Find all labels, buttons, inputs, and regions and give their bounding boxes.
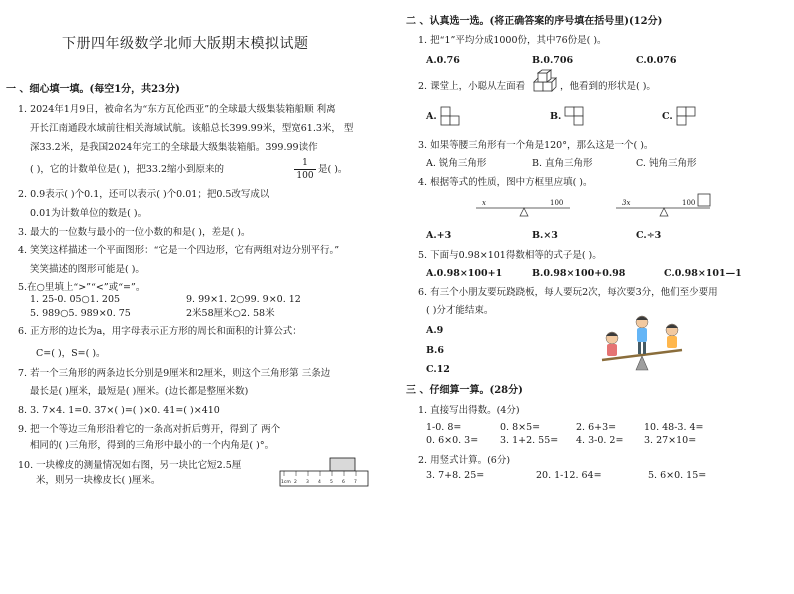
q1-line2: 开长江南通段水域前往相关海域试航。该船总长399.99米，型宽61.3米， 型 bbox=[30, 123, 354, 134]
ruler-label: 1cm bbox=[281, 480, 291, 485]
q5-item: 1. 25-0. 05○1. 205 bbox=[30, 294, 121, 305]
q1-line4: ( )，它的计数单位是( )，把33.2缩小到原来的 bbox=[30, 164, 225, 175]
ruler-label: 3 bbox=[306, 480, 309, 485]
s2-q1-text: 1. 把“1”平均分成1000份，其中76份是( )。 bbox=[418, 35, 607, 46]
calc-item: 2. 6+3= bbox=[576, 422, 617, 433]
q2-line1: 2. 0.9表示( )个0.1，还可以表示( )个0.01；把0.5改写成以 bbox=[18, 189, 270, 200]
q5-item: 9. 99×1. 2○99. 9×0. 12 bbox=[186, 294, 301, 305]
q8-text: 8. 3. 7×4. 1=0. 37×( )=( )×0. 41=( )×410 bbox=[18, 405, 220, 416]
q3-text: 3. 最大的一位数与最小的一位小数的和是( )，差是( )。 bbox=[18, 227, 251, 238]
fraction-numerator: 1 bbox=[302, 158, 308, 168]
q5-text: 5.在○里填上“>”“<”或“=”。 bbox=[18, 282, 146, 293]
s2-q2-option-b: B. bbox=[550, 111, 562, 122]
s2-q2-option-c: C. bbox=[662, 111, 673, 122]
q1-line3: 深33.2米，是我国2024年完工的全球最大级集装箱船。399.99读作 bbox=[30, 142, 318, 153]
ruler-label: 5 bbox=[330, 480, 333, 485]
section-3-header: 三 、仔细算一算。(28分) bbox=[406, 385, 523, 396]
ruler-label: 7 bbox=[354, 480, 357, 485]
view-shape-a-icon bbox=[440, 106, 462, 128]
scale-right-label: 100 bbox=[550, 199, 564, 207]
s2-q6-option-a: A.9 bbox=[426, 325, 444, 336]
calc-item: 0. 8×5= bbox=[500, 422, 541, 433]
eraser bbox=[330, 458, 355, 471]
q10-line1: 10. 一块橡皮的测量情况如右图，另一块比它短2.5厘 bbox=[18, 460, 242, 471]
q5-item: 5. 989○5. 989×0. 75 bbox=[30, 308, 131, 319]
section-1-header: 一 、细心填一填。(每空1分，共23分) bbox=[6, 84, 180, 95]
scale-left-label: 3x bbox=[622, 199, 631, 207]
s2-q2-text-b: ，他看到的形状是( )。 bbox=[560, 81, 656, 92]
s2-q5-option-c: C.0.98×101—1 bbox=[664, 268, 742, 279]
calc-item: 10. 48-3. 4= bbox=[644, 422, 704, 433]
s2-q4-option-a: A.+3 bbox=[426, 230, 452, 241]
q9-line2: 相同的( )三角形，得到的三角形中最小的一个内角是( )°。 bbox=[30, 440, 275, 451]
ruler-label: 6 bbox=[342, 480, 345, 485]
answer-box bbox=[698, 194, 710, 206]
s2-q5-option-b: B.0.98×100+0.98 bbox=[532, 268, 626, 279]
page-title: 下册四年级数学北师大版期末模拟试题 bbox=[62, 36, 309, 52]
s2-q3-option-b: B. 直角三角形 bbox=[532, 158, 593, 169]
calc-item: 3. 27×10= bbox=[644, 435, 697, 446]
vertical-calc-item: 3. 7+8. 25= bbox=[426, 470, 485, 481]
s2-q5-option-a: A.0.98×100+1 bbox=[426, 268, 503, 279]
scale-left-label: x bbox=[482, 199, 486, 207]
fraction-bar bbox=[294, 169, 316, 170]
section-2-header: 二 、认真选一选。(将正确答案的序号填在括号里)(12分) bbox=[406, 16, 663, 27]
ruler-label: 2 bbox=[294, 480, 297, 485]
s2-q5-text: 5. 下面与0.98×101得数相等的式子是( )。 bbox=[418, 250, 602, 261]
calc-item: 3. 1+2. 55= bbox=[500, 435, 559, 446]
s2-q4-option-c: C.÷3 bbox=[636, 230, 662, 241]
s2-q6-option-b: B.6 bbox=[426, 345, 444, 356]
s2-q1-option-c: C.0.076 bbox=[636, 55, 677, 66]
s2-q6-option-c: C.12 bbox=[426, 364, 450, 375]
s3-part2-text: 2. 用竖式计算。(6分) bbox=[418, 455, 511, 466]
balance-scale-2 bbox=[614, 192, 714, 222]
q6-text: 6. 正方形的边长为a，用字母表示正方形的周长和面积的计算公式： bbox=[18, 326, 302, 337]
q10-line2: 米，则另一块橡皮长( )厘米。 bbox=[36, 475, 161, 486]
cube-stack-figure bbox=[532, 70, 562, 98]
ruler-label: 4 bbox=[318, 480, 321, 485]
scale-right-label: 100 bbox=[682, 199, 696, 207]
s2-q4-option-b: B.×3 bbox=[532, 230, 558, 241]
vertical-calc-item: 5. 6×0. 15= bbox=[648, 470, 707, 481]
calc-item: 4. 3-0. 2= bbox=[576, 435, 624, 446]
q1-line5: 是( )。 bbox=[318, 164, 348, 175]
s2-q6-line2: ( )分才能结束。 bbox=[426, 305, 494, 316]
q1-fraction bbox=[294, 158, 316, 181]
q7-line1: 7. 若一个三角形的两条边长分别是9厘米和2厘米，则这个三角形第 三条边 bbox=[18, 368, 331, 379]
ruler-figure bbox=[280, 456, 370, 488]
q7-line2: 最长是( )厘米，最短是( )厘米。(边长都是整厘米数) bbox=[30, 386, 249, 397]
fraction-denominator: 100 bbox=[296, 171, 314, 181]
calc-item: 0. 6×0. 3= bbox=[426, 435, 479, 446]
s2-q1-option-b: B.0.706 bbox=[532, 55, 574, 66]
q6-formulas: C=( )，S=( )。 bbox=[36, 348, 106, 359]
seesaw-children-illustration bbox=[596, 312, 688, 374]
q4-line1: 4. 笑笑这样描述一个平面图形：“它是一个四边形，它有两组对边分别平行。” bbox=[18, 245, 340, 256]
s2-q6-line1: 6. 有三个小朋友要玩跷跷板，每人要玩2次，每次要3分，他们至少要用 bbox=[418, 287, 718, 298]
q2-line2: 0.01为计数单位的数是( )。 bbox=[30, 208, 148, 219]
s2-q2-text-a: 2. 课堂上，小聪从左面看 bbox=[418, 81, 526, 92]
q4-line2: 笑笑描述的图形可能是( )。 bbox=[30, 264, 145, 275]
s2-q2-option-a: A. bbox=[426, 111, 437, 122]
s2-q4-text: 4. 根据等式的性质，图中方框里应填( )。 bbox=[418, 177, 593, 188]
s2-q3-option-a: A. 锐角三角形 bbox=[426, 158, 487, 169]
s2-q3-text: 3. 如果等腰三角形有一个角是120°，那么这是一个( )。 bbox=[418, 140, 654, 151]
calc-item: 1-0. 8= bbox=[426, 422, 462, 433]
s3-part1-text: 1. 直接写出得数。(4分) bbox=[418, 405, 520, 416]
s2-q1-option-a: A.0.76 bbox=[426, 55, 460, 66]
q9-line1: 9. 把一个等边三角形沿着它的一条高对折后剪开，得到了 两个 bbox=[18, 424, 281, 435]
view-shape-b-icon bbox=[564, 106, 586, 128]
vertical-calc-item: 20. 1-12. 64= bbox=[536, 470, 602, 481]
view-shape-c-icon bbox=[676, 106, 698, 128]
s2-q3-option-c: C. 钝角三角形 bbox=[636, 158, 697, 169]
balance-scale-1 bbox=[474, 194, 574, 222]
q1-line1: 1. 2024年1月9日，被命名为“东方瓦伦西亚”的全球最大级集装箱船顺 利离 bbox=[18, 104, 336, 115]
q5-item: 2米58厘米○2. 58米 bbox=[186, 308, 275, 319]
